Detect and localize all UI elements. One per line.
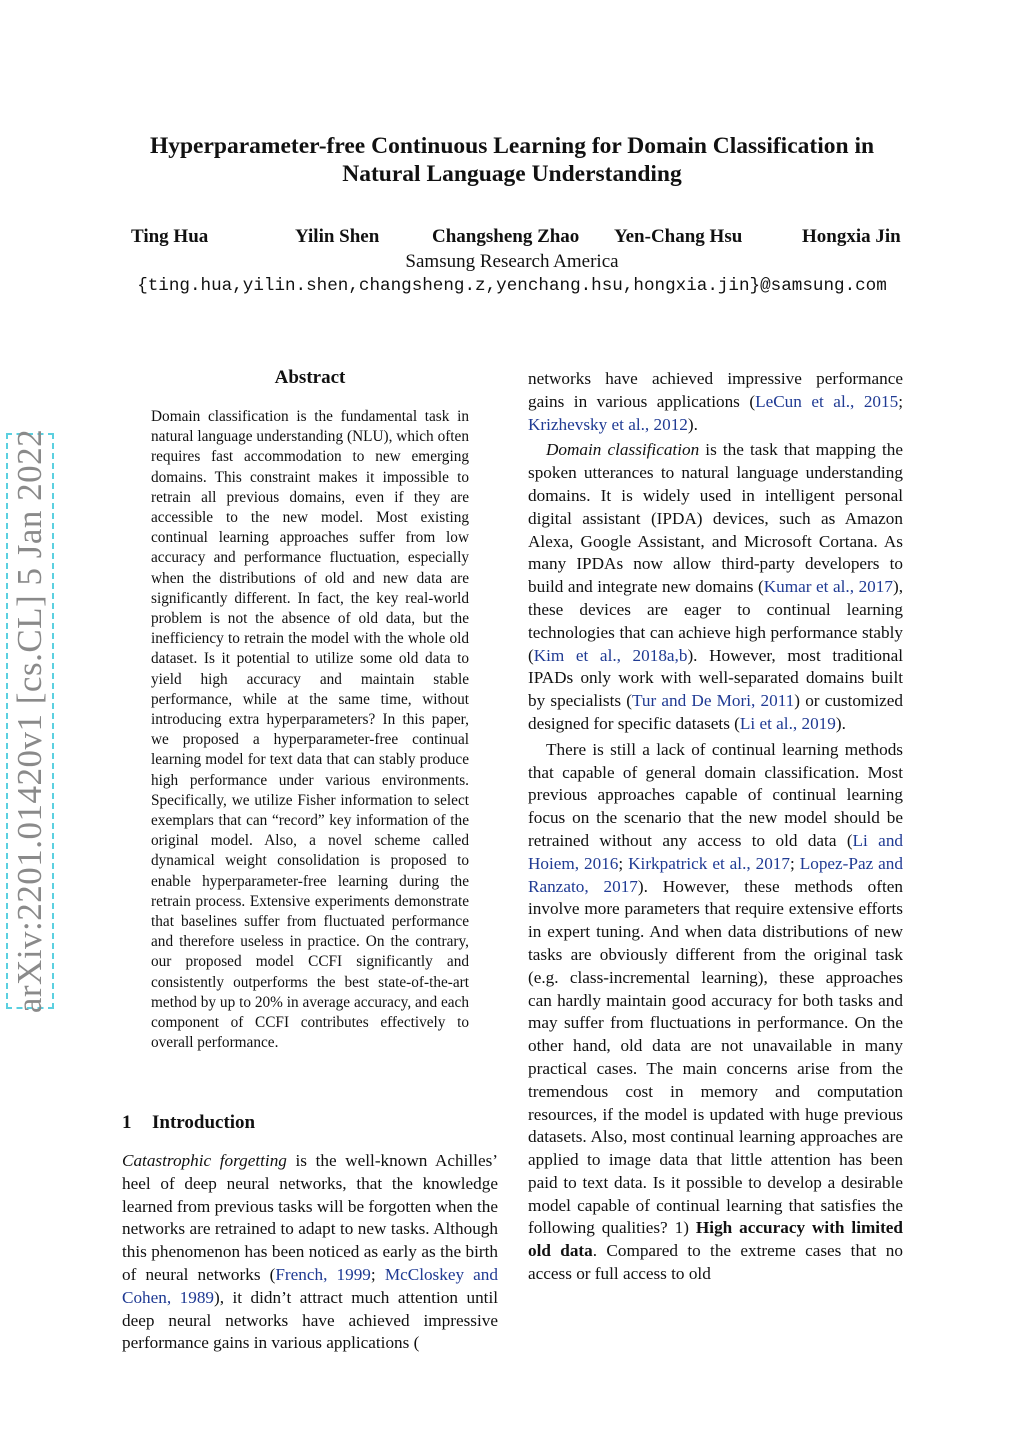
citation-link[interactable]: Li and Hoiem, 2016 xyxy=(528,830,904,873)
author-affiliation: Samsung Research America xyxy=(405,251,619,272)
citation-link[interactable]: Lopez-Paz and Ranzato, 2017 xyxy=(528,853,903,896)
paper-title xyxy=(60,132,964,188)
paragraph-text: ) or customized designed for specific datasets ( xyxy=(528,691,903,733)
intro-paragraph-1-continued xyxy=(528,368,903,436)
paragraph-text: ). However, these methods often involve more parameters that require extensive efforts in expert tuning. And when data distributions of new tasks are obviously different from the original task (e.g. class-incremental learning), these approaches can hardly maintain good accuracy for both tasks and may suffer from fluctuations in performance. On the other hand, old data are not unavailable in many practical cases. The main concerns arise from the tremendous cost in memory and computation resources, if the model is updated with huge previous datasets. Also, most continual learning approaches are applied to image data that little attention has been paid to text data. Is it possible to develop a desirable model capable of continual learning that satisfies the following qualities? 1) xyxy=(528,876,903,1238)
author-name: Yilin Shen xyxy=(295,226,380,247)
intro-paragraph-2 xyxy=(528,439,903,735)
paragraph-text: There is still a lack of continual learning methods that capable of general domain classification. Most previous approaches capable of continual learning focus on the scenario that the new model should be retrained without any access to old data ( xyxy=(528,739,903,850)
citation-link[interactable]: LeCun et al., 2015 xyxy=(755,391,899,411)
arxiv-stamp-text[interactable]: arXiv:2201.01420v1 [cs.CL] 5 Jan 2022 xyxy=(10,428,49,1014)
abstract-heading: Abstract xyxy=(274,367,346,388)
citation-link[interactable]: Tur and De Mori, 2011 xyxy=(631,691,795,711)
paragraph-text: ). xyxy=(835,713,846,733)
arxiv-stamp[interactable] xyxy=(6,428,56,1014)
paper-title-line-2: Natural Language Understanding xyxy=(342,161,682,187)
citation-link[interactable]: McCloskey and Cohen, 1989 xyxy=(122,1264,498,1307)
citation-separator: ; xyxy=(618,853,629,873)
author-name: Hongxia Jin xyxy=(802,226,901,247)
citation-link[interactable]: Krizhevsky et al., 2012 xyxy=(528,414,688,434)
paragraph-text: ), it didn’t attract much attention until deep neural networks have achieved impressive performance gains in various applications ( xyxy=(122,1287,498,1353)
author-list xyxy=(0,226,1024,250)
section-heading-introduction xyxy=(122,1111,255,1135)
author-name: Ting Hua xyxy=(131,226,209,247)
citation-separator: ; xyxy=(370,1264,385,1284)
intro-paragraph-1 xyxy=(122,1150,498,1355)
paper-title-line-1: Hyperparameter-free Continuous Learning for Domain Classification in xyxy=(149,133,875,159)
section-title: Introduction xyxy=(152,1112,256,1133)
paragraph-text: ). xyxy=(687,414,698,434)
right-column xyxy=(528,368,903,1286)
paragraph-text: is the well-known Achilles’ heel of deep neural networks, that the knowledge learned from previous tasks will be forgotten when the networks are retrained to adapt to new tasks. Although this phenomenon has been noticed as early as the birth of neural networks ( xyxy=(122,1151,498,1284)
term-catastrophic-forgetting: Catastrophic forgetting xyxy=(122,1151,287,1170)
author-name: Yen-Chang Hsu xyxy=(614,226,743,247)
paragraph-text: ), these devices are eager to continual learning technologies that can achieve high performance stably ( xyxy=(528,577,903,665)
citation-link[interactable]: Kumar et al., 2017 xyxy=(763,577,893,597)
term-domain-classification: Domain classification xyxy=(546,440,700,460)
author-name: Changsheng Zhao xyxy=(432,226,580,247)
citation-link[interactable]: French, 1999 xyxy=(275,1264,371,1284)
author-emails: {ting.hua,yilin.shen,changsheng.z,yenchang.hsu,hongxia.jin}@samsung.com xyxy=(137,276,887,296)
intro-paragraph-3 xyxy=(528,739,903,1286)
paragraph-text: is the task that mapping the spoken utterances to natural language understanding domains. It is widely used in intelligent personal digital assistant (IPDA) devices, such as Amazon Alexa, Google Assistant, and Microsoft Cortana. As many IPDAs now allow third-party developers to build and integrate new domains ( xyxy=(528,440,903,597)
paragraph-text: . Compared to the extreme cases that no access or full access to old xyxy=(528,1241,903,1284)
citation-separator: ; xyxy=(790,853,800,873)
emphasis-high-accuracy: High accuracy with limited old data xyxy=(528,1218,903,1261)
citation-link[interactable]: Li et al., 2019 xyxy=(739,713,836,733)
paragraph-text: ). However, most traditional IPADs only work with well-separated domains built by specialists ( xyxy=(528,645,903,711)
section-number: 1 xyxy=(122,1112,132,1133)
citation-separator: ; xyxy=(898,391,903,411)
citation-link[interactable]: Kirkpatrick et al., 2017 xyxy=(628,853,790,873)
citation-link[interactable]: Kim et al., 2018a,b xyxy=(533,645,688,665)
paragraph-text: networks have achieved impressive performance gains in various applications ( xyxy=(528,369,903,411)
abstract-body: Domain classification is the fundamental task in natural language understanding (NLU), which often requires fast accommodation to new emerging domains. This constraint makes it impossible to retrain all previous domains, even if they are accessible to the new model. Most existing continual learning approaches suffer from low accuracy and performance fluctuation, especially when the distributions of old and new data are significantly different. In fact, the key real-world problem is not the absence of old data, but the inefficiency to retrain the model with the whole old dataset. Is it potential to utilize some old data to yield high accuracy and maintain stable performance, while at the same time, without introducing extra hyperparameters? In this paper, we proposed a hyperparameter-free continual learning model for text data that can stably produce high performance under various environments. Specifically, we utilize Fisher information to select exemplars that can “record” key information of the original model. Also, a novel scheme called dynamical weight consolidation is proposed to enable hyperparameter-free learning during the retrain process. Extensive experiments demonstrate that baselines suffer from fluctuated performance and therefore useless in practice. On the contrary, our proposed model CCFI significantly and consistently outperforms the best state-of-the-art method by up to 20% in average accuracy, and each component of CCFI contributes effectively to overall performance. xyxy=(151,408,469,1052)
